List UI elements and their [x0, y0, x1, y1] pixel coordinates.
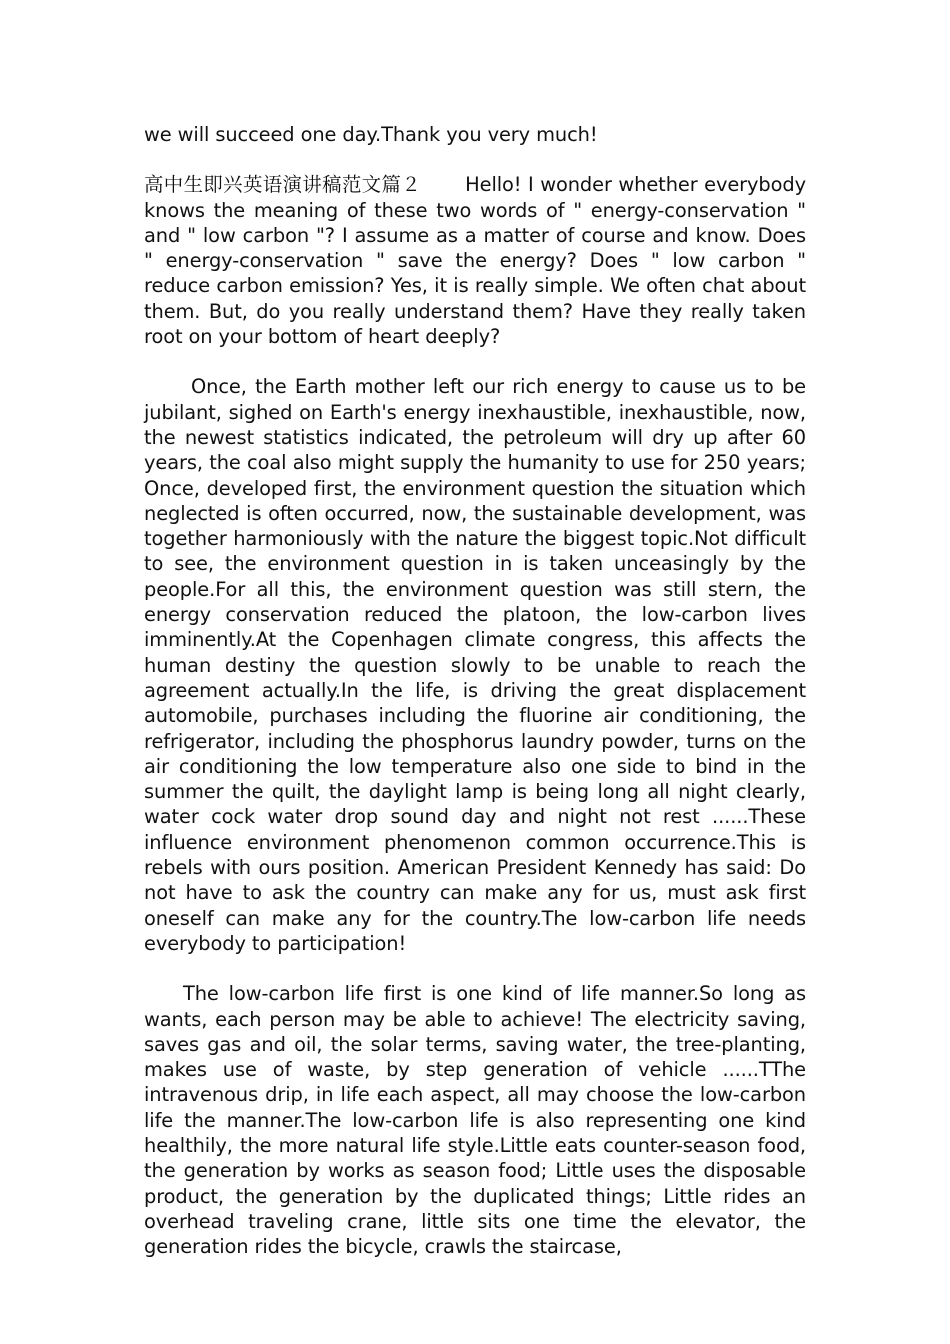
section-intro-paragraph [144, 172, 806, 349]
document-page [144, 122, 806, 1284]
section-heading: 高中生即兴英语演讲稿范文篇２ [144, 173, 422, 197]
body-paragraph-2: The low-carbon life first is one kind of life manner.So long as wants, each person may be able to achieve! The electricity saving, saves gas and oil, the solar terms, saving water, the tree-planting, makes use of waste, by step generation of vehicle ......TThe intravenous drip, in life each aspect, all may choose the low-carbon life the manner.The low-carbon life is also representing one kind healthily, the more natural life style.Little eats counter-season food, the generation by works as season food; Little uses the disposable product, the generation by the duplicated things; Little rides an overhead traveling crane, little sits one time the elevator, the generation rides the bicycle, crawls the staircase, [144, 982, 806, 1259]
closing-line: we will succeed one day.Thank you very much! [144, 123, 598, 146]
intro-text: Hello! I wonder whether everybody knows the meaning of these two words of " energy-conservation " and " low carbon "? I assume as a matter of course and know. Does " energy-conservation " save the energy? Does " low carbon " reduce carbon emission? Yes, it is really simple. We often chat about them. But, do you really understand them? Have they really taken root on your bottom of heart deeply? [144, 173, 806, 349]
body-paragraph-1: Once, the Earth mother left our rich energy to cause us to be jubilant, sighed on Earth's energy inexhaustible, inexhaustible, now, the newest statistics indicated, the petroleum will dry up after 60 years, the coal also might supply the humanity to use for 250 years; Once, developed first, the environment question the situation which neglected is often occurred, now, the sustainable development, was together harmoniously with the nature the biggest topic.Not difficult to see, the environment question in is taken unceasingly by the people.For all this, the environment question was still stern, the energy conservation reduced the platoon, the low-carbon lives imminently.At the Copenhagen climate congress, this affects the human destiny the question slowly to be unable to reach the agreement actually.In the life, is driving the great displacement automobile, purchases including the fluorine air conditioning, the refrigerator, including the phosphorus laundry powder, turns on the air conditioning the low temperature also one side to bind in the summer the quilt, the daylight lamp is being long all night clearly, water cock water drop sound day and night not rest ......These influence environment phenomenon common occurrence.This is rebels with ours position. American President Kennedy has said: Do not have to ask the country can make any for us, must ask first oneself can make any for the country.The low-carbon life needs everybody to participation! [144, 375, 806, 955]
